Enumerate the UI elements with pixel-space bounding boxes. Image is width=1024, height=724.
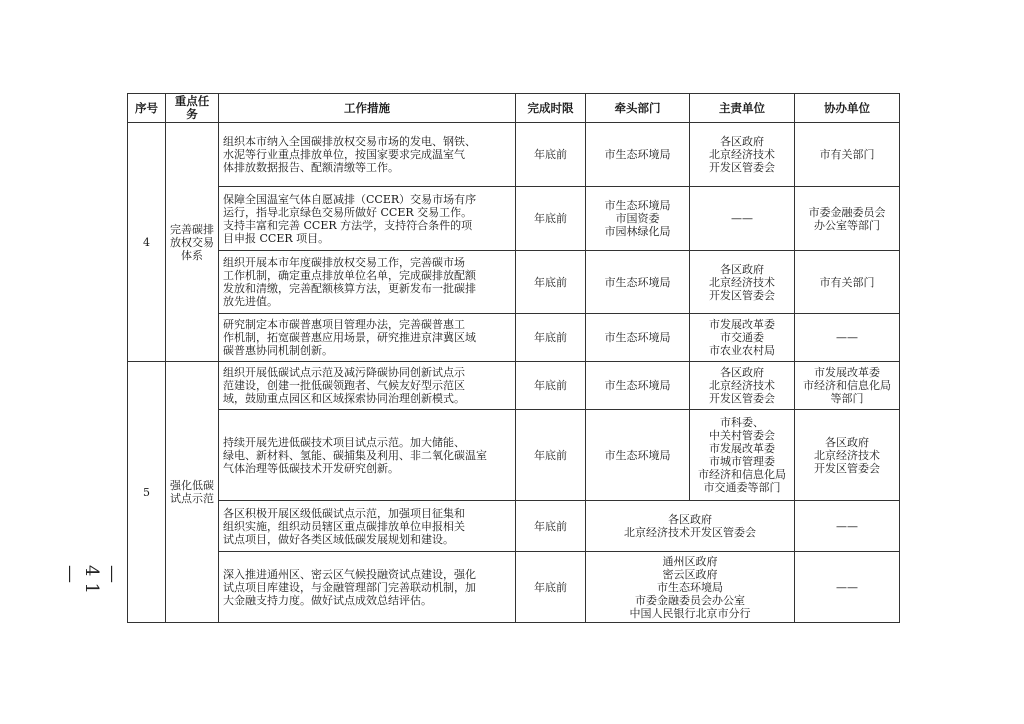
lead-dept-cell (586, 410, 690, 501)
table-row (128, 123, 900, 187)
measure-cell-line: 绿电、新材料、氢能、碳捕集及利用、非二氧化碳温室 (223, 448, 487, 462)
measure-cell-line: 大金融支持力度。做好试点成效总结评估。 (223, 593, 432, 607)
measure-cell-line: 发放和清缴，完善配额核算方法，更新发布一批碳排 (223, 282, 476, 295)
main-unit-cell (690, 123, 795, 187)
table-row (128, 314, 900, 362)
measure-cell (219, 501, 516, 552)
measure-cell-line: 目申报 CCER 项目。 (223, 231, 330, 245)
lead-dept-cell-line: 市国资委 (615, 212, 660, 225)
measure-cell-line: 持续开展先进低碳技术项目试点示范。加大储能、 (223, 435, 465, 449)
assist-unit-cell-line: 市发展改革委 (814, 366, 880, 379)
lead-dept-cell-line: 市生态环境局 (604, 148, 671, 161)
main-unit-cell-line: 市城市管理委 (709, 455, 775, 468)
seq-cell: 4 (128, 123, 166, 362)
main-unit-cell-line: 市交通委等部门 (703, 481, 781, 494)
table-body (128, 123, 900, 623)
assist-unit-cell-line: 北京经济技术 (814, 448, 880, 462)
header-deadline: 完成时限 (516, 94, 586, 123)
measure-cell-line: 放先进值。 (223, 295, 278, 308)
page-number: — 41 — (60, 565, 124, 600)
main-unit-cell-line: 市发展改革委 (709, 318, 775, 331)
measure-cell-line: 深入推进通州区、密云区气候投融资试点建设，强化 (223, 567, 476, 581)
main-unit-cell-line: 北京经济技术 (709, 275, 775, 289)
lead-dept-cell (586, 251, 690, 314)
deadline-cell: 年底前 (516, 251, 586, 314)
measure-cell-line: 组织开展本市年度碳排放权交易工作，完善碳市场 (223, 256, 465, 269)
assist-unit-cell-line: 市有关部门 (819, 275, 875, 289)
measure-cell-line: 支持丰富和完善 CCER 方法学，支持符合条件的项 (223, 218, 473, 232)
assist-unit-cell-line: —— (836, 331, 858, 344)
measure-cell (219, 251, 516, 314)
measure-cell-line: 组织开展低碳试点示范及减污降碳协同创新试点示 (223, 366, 465, 379)
measure-cell (219, 187, 516, 251)
assist-unit-cell (795, 410, 900, 501)
measure-cell-line: 水泥等行业重点排放单位，按国家要求完成温室气 (223, 148, 465, 161)
lead-dept-cell-line: 市园林绿化局 (604, 225, 671, 238)
deadline-cell: 年底前 (516, 552, 586, 623)
deadline-cell: 年底前 (516, 410, 586, 501)
table-row (128, 362, 900, 410)
main-unit-cell-line: 中关村管委会 (709, 429, 775, 442)
seq-cell: 5 (128, 362, 166, 623)
main-unit-cell (690, 251, 795, 314)
header-measure: 工作措施 (219, 94, 516, 123)
measure-cell-line: 工作机制，确定重点排放单位名单，完成碳排放配额 (223, 269, 476, 282)
lead-main-merged-cell-line: 北京经济技术开发区管委会 (624, 526, 756, 539)
assist-unit-cell (795, 251, 900, 314)
measure-cell-line: 各区积极开展区级低碳试点示范，加强项目征集和 (223, 506, 465, 520)
lead-main-merged-cell-line: 中国人民银行北京市分行 (629, 606, 751, 620)
lead-main-merged-cell (586, 552, 795, 623)
measure-cell (219, 123, 516, 187)
header-task: 重点任务 (166, 94, 219, 123)
main-unit-cell (690, 410, 795, 501)
header-assist-unit: 协办单位 (795, 94, 900, 123)
assist-unit-cell (795, 362, 900, 410)
lead-main-merged-cell-line: 各区政府 (668, 513, 712, 526)
assist-unit-cell (795, 314, 900, 362)
measure-cell-line: 运行，指导北京绿色交易所做好 CCER 交易工作。 (223, 205, 473, 219)
main-unit-cell-line: 市科委、 (720, 416, 764, 429)
assist-unit-cell-line: 办公室等部门 (814, 218, 880, 232)
lead-dept-cell-line: 市生态环境局 (604, 379, 671, 392)
main-unit-cell-line: 开发区管委会 (709, 288, 775, 302)
assist-unit-cell-line: 市委金融委员会 (808, 205, 886, 219)
table-header-row (128, 94, 900, 123)
lead-main-merged-cell (586, 501, 795, 552)
table-row (128, 410, 900, 501)
task-cell-line: 强化低碳 (170, 479, 214, 492)
deadline-cell: 年底前 (516, 187, 586, 251)
measure-cell-line: 试点项目库建设，与金融管理部门完善联动机制，加 (223, 580, 476, 594)
lead-dept-cell (586, 362, 690, 410)
main-unit-cell-line: 各区政府 (720, 366, 764, 379)
main-unit-cell (690, 362, 795, 410)
assist-unit-cell-line: —— (836, 580, 858, 594)
lead-dept-cell-line: 市生态环境局 (604, 331, 671, 344)
main-unit-cell (690, 187, 795, 251)
assist-unit-cell-line: 各区政府 (825, 435, 869, 449)
deadline-cell: 年底前 (516, 501, 586, 552)
assist-unit-cell (795, 187, 900, 251)
main-unit-cell-line: 市发展改革委 (709, 442, 775, 455)
deadline-cell: 年底前 (516, 362, 586, 410)
measure-cell-line: 试点项目，做好各类区域低碳发展规划和建设。 (223, 532, 454, 546)
lead-main-merged-cell-line: 密云区政府 (662, 567, 718, 581)
assist-unit-cell-line: 开发区管委会 (814, 461, 880, 475)
measure-cell-line: 体排放数据报告、配额清缴等工作。 (223, 161, 399, 174)
assist-unit-cell-line: 市经济和信息化局 (803, 379, 891, 392)
lead-main-merged-cell-line: 市生态环境局 (657, 580, 723, 594)
measure-cell (219, 410, 516, 501)
measure-cell-line: 组织实施，组织动员辖区重点碳排放单位申报相关 (223, 519, 465, 533)
main-unit-cell-line: 市经济和信息化局 (698, 468, 786, 481)
lead-dept-cell-line: 市生态环境局 (604, 448, 671, 462)
assist-unit-cell (795, 552, 900, 623)
lead-main-merged-cell-line: 市委金融委员会办公室 (635, 593, 745, 607)
table-row (128, 187, 900, 251)
measure-cell-line: 研究制定本市碳普惠项目管理办法，完善碳普惠工 (223, 318, 465, 331)
header-main-unit: 主责单位 (690, 94, 795, 123)
assist-unit-cell (795, 123, 900, 187)
main-unit-cell-line: 市交通委 (720, 331, 764, 344)
lead-dept-cell-line: 市生态环境局 (604, 199, 671, 212)
table-row (128, 552, 900, 623)
task-cell-line: 完善碳排 (170, 222, 214, 236)
task-cell-line: 体系 (181, 248, 203, 262)
deadline-cell: 年底前 (516, 123, 586, 187)
measure-cell-line: 保障全国温室气体自愿减排（CCER）交易市场有序 (223, 192, 477, 206)
main-unit-cell-line: 北京经济技术 (709, 379, 775, 392)
lead-dept-cell (586, 123, 690, 187)
lead-main-merged-cell-line: 通州区政府 (662, 554, 718, 568)
main-unit-cell-line: 开发区管委会 (709, 161, 775, 174)
main-unit-cell (690, 314, 795, 362)
lead-dept-cell (586, 314, 690, 362)
measure-cell (219, 362, 516, 410)
header-lead-dept: 牵头部门 (586, 94, 690, 123)
header-seq: 序号 (128, 94, 166, 123)
table-row (128, 501, 900, 552)
assist-unit-cell-line: —— (836, 519, 858, 533)
main-unit-cell-line: 各区政府 (720, 135, 764, 148)
measure-cell (219, 552, 516, 623)
deadline-cell: 年底前 (516, 314, 586, 362)
task-cell (166, 362, 219, 623)
task-cell-line: 放权交易 (170, 235, 214, 249)
measure-cell-line: 范建设，创建一批低碳领跑者、气候友好型示范区 (223, 379, 465, 392)
measure-cell-line: 碳普惠协同机制创新。 (223, 344, 333, 357)
main-unit-cell-line: —— (731, 212, 753, 225)
main-unit-cell-line: 北京经济技术 (709, 148, 775, 161)
lead-dept-cell-line: 市生态环境局 (604, 275, 671, 289)
measure-cell (219, 314, 516, 362)
task-cell (166, 123, 219, 362)
work-measures-table (127, 93, 900, 623)
assist-unit-cell-line: 市有关部门 (819, 148, 875, 161)
measure-cell-line: 域，鼓励重点园区和区域探索协同治理创新模式。 (223, 392, 465, 405)
main-unit-cell-line: 市农业农村局 (709, 344, 775, 357)
measure-cell-line: 组织本市纳入全国碳排放权交易市场的发电、钢铁、 (223, 135, 476, 148)
main-unit-cell-line: 开发区管委会 (709, 392, 775, 405)
main-unit-cell-line: 各区政府 (720, 262, 764, 276)
assist-unit-cell-line: 等部门 (830, 392, 864, 405)
assist-unit-cell (795, 501, 900, 552)
task-cell-line: 试点示范 (170, 492, 214, 505)
table-row (128, 251, 900, 314)
measure-cell-line: 作机制，拓宽碳普惠应用场景，研究推进京津冀区域 (223, 331, 476, 344)
measure-cell-line: 气体治理等低碳技术开发研究创新。 (223, 461, 399, 475)
lead-dept-cell (586, 187, 690, 251)
